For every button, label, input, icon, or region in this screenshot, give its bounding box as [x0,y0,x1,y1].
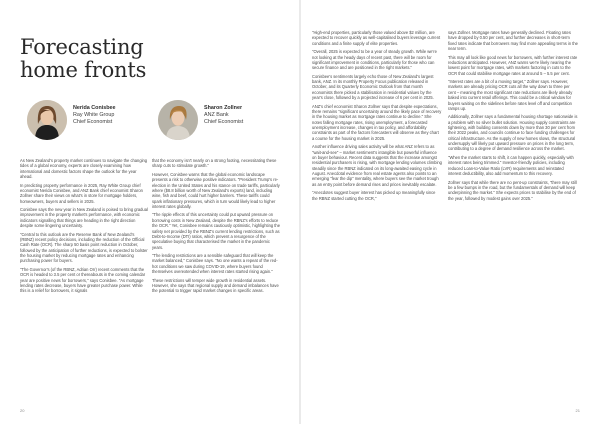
paragraph: "When the market starts to shift, it can happen quickly, especially with interest rates being trimmed." Investor-friendly policies, including reduced Loan-to-Value Ratio (LVR) requirements and reinstated interest deductibility, also add momentum to this recovery. [448,154,574,176]
paragraph: Conisbee's sentiments largely echo those of New Zealand's largest bank, ANZ. In its monthly Property Focus publication released in October, and its Quarterly Economic Outlook from that month economists there picked a stabilisation in residential values by the year's close, followed by a projected increase of 6 per cent in 2025. [312,73,434,101]
paragraph: ANZ's chief economist Sharon Zollner says that despite expectations, there remains "significant uncertainty around the likely pace of recovery in the housing market as mortgage rates continue to decline." She notes falling mortgage rates, rising unemployment, a forecasted unemployment increase, changes in tax policy, and affordability constraints as part of the factors forecasters will observe as they chart a course for the housing market in 2025. [312,103,442,141]
woman-portrait-icon [158,100,198,140]
paragraph: "The ripple effects of this uncertainty could put upward pressure on borrowing costs in New Zealand, despite the RBNZ's efforts to reduce the OCR." Yet, Conisbee remains cautiously optimistic, highlighting the safety net provided by the RBNZ's current lending restrictions, such as Debt-to-Income (DTI) ratios, which prevent a resurgence of the speculative buying that characterised the market in the pandemic years. [152,212,280,250]
paragraph: This may all look like good news for borrowers, with further interest rate reductions anticipated. However, ANZ warns we're likely nearing the lowest point for mortgage rates, with markets factoring in cuts to the OCR that could stabilise mortgage rates at around 5 – 5.5 per cent. [448,54,578,76]
paragraph: "Overall, 2025 is expected to be a year of steady growth. While we're not looking at the heady days of recent past, there will be room for significant improvement in conditions, particularly for those who can secure finance and are positioned in the right markets." [312,49,437,71]
article-headline: Forecasting home fronts [20,35,147,82]
paragraph: Another influence driving sales activity will be what ANZ refers to as "wait-and-see" – market sentiment's intangible but powerful influence on buyer behaviour. Recent data suggests that the increase amongst residential purchasers is rising, with mortgage lending volumes climbing steadily since the RBNZ indicated on its long-awaited easing cycle in August. Anecdotal evidence from real estate agents also points to an emerging "fear the dip" mentality, where buyers see the market trough as an entry point before demand rises and prices inevitably escalate. [312,144,442,187]
paragraph: Conisbee says the new year in New Zealand is poised to bring gradual improvement in the property market's performance, with economic indicators signalling that things are heading in the right direction despite some lingering uncertainty. [20,207,148,229]
paragraph: "The lending restrictions are a sensible safeguard that will keep the market balanced," Conisbee says. "No one wants a repeat of the red-hot conditions we saw during COVID-19, where buyers found themselves overextended when interest rates started rising again." [152,253,278,275]
woman-portrait-icon [27,100,67,140]
person-role: Chief Economist [73,119,113,125]
body-column-4 [448,30,578,204]
person-role: Chief Economist [204,119,244,125]
paragraph: "Anecdotes suggest buyer interest has picked up meaningfully since the RBNZ started cutting the OCR," [312,190,436,201]
page-number-left: 20 [20,408,25,413]
portrait-photo [158,100,198,140]
right-page [300,0,600,424]
page-number-right: 21 [575,408,580,413]
paragraph: Zollner says that while there are no pent-up constraints, "there may still be a few bumps in the road, but the fundamentals of demand will keep underpinning the market." She expects prices to stabilise by the end of the year, followed by modest gains over 2025." [448,179,577,201]
paragraph: says Zollner. Mortgage rates have generally declined. Floating rates have dropped by 0.50 per cent, and further decreases in short-term fixed rates indicate that borrowers may find more appealing terms in the near term. [448,30,578,52]
body-column-2 [152,158,280,297]
paragraph: These restrictions will temper wide growth in residential assets. However, she says that regional supply and demand imbalances have the potential to trigger rapid market changes in specific areas. [152,277,279,294]
paragraph: "Central to this outlook are the Reserve Bank of New Zealand's (RBNZ) recent policy decisions, including the reduction of the Official Cash Rate (OCR). The sharp 50 basis point reduction in October, followed by the anticipation of further reductions, is expected to bolster the housing market by reducing mortgage rates and enhancing purchasing power for buyers. [20,231,148,264]
person-organisation: ANZ Bank [204,112,229,118]
body-column-3 [312,30,442,204]
profile-info [204,105,294,126]
paragraph: However, Conisbee warns that the global economic landscape presents a risk to otherwise positive indicators. "President Trump's re-election in the United States and his stance on trade tariffs, particularly where ($8.8 billion worth of New Zealand's exports) land, including wine, fish and beef, could hurt higher barriers. These tariffs could spark inflationary pressures, which in turn would likely lead to higher interest rates globally. [152,171,280,209]
paragraph: "Interest rates are a bit of a moving target," Zollner says. However, markets are already pricing OCR cuts all the way down to three per cent – meaning the most significant rate reductions are likely already baked into current retail offerings. This could be a critical window for buyers waiting on the sidelines before rates level off and competition ramps up. [448,79,573,111]
paragraph: Additionally, Zollner says a fundamental housing shortage nationwide is a problem with no silver bullet solution. Housing supply constraints are tightening, with building consents down by more than 30 per cent from their 2022 peaks, and councils continue to face funding challenges for critical infrastructure. As the supply of new homes slows, the structural undersupply will likely put upward pressure on prices in the long term, contributing to a degree of demand resilience across the market. [448,114,578,152]
portrait-photo [27,100,67,140]
paragraph: In predicting property performance in 2025, Ray White Group chief economist Nerida Conisbee, and ANZ Bank chief economist Sharon Zollner share their views on what's in store for mortgage holders, homeowners, buyers and sellers in 2025. [20,182,143,204]
person-name: Sharon Zollner [204,105,243,111]
profile-info [73,105,163,126]
paragraph: that the economy isn't nearly on a strong footing, necessitating these sharp cuts to stimulate growth." [152,158,277,169]
paragraph: "The Governor's (of the RBNZ, Adrian Orr) recent comments that the OCR is headed to 3.5 per cent or thereabouts in the coming calendar year are positive news for borrowers," says Conisbee. "As mortgage lending rates decrease, buyers have greater purchase power. While this is a relief for borrowers, it signals [20,266,146,294]
person-organisation: Ray White Group [73,112,115,118]
person-name: Nerida Conisbee [73,105,116,111]
body-column-1 [20,158,148,297]
paragraph: "High-end properties, particularly those valued above $2 million, are expected to recover quickly as well-capitalised buyers leverage current conditions and a finite supply of elite properties. [312,30,441,46]
paragraph: As New Zealand's property market continues to navigate the changing tides of a global economy, experts are closely examining how international and domestic factors shape the outlook for the year ahead. [20,158,148,180]
